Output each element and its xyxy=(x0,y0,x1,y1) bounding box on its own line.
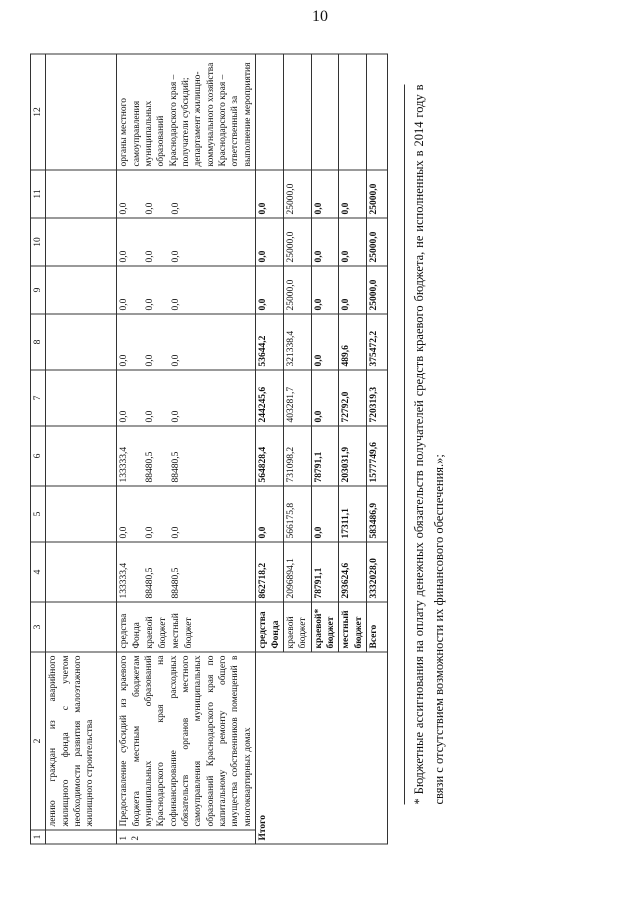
amount-value: 564828,4 xyxy=(256,426,284,486)
empty-cell xyxy=(46,218,117,266)
amount-value: 1577749,6 xyxy=(367,426,388,486)
amount-value: 566175,8 xyxy=(284,486,312,542)
amount-value: 0,0 xyxy=(145,526,156,539)
value-cell xyxy=(117,486,256,542)
amount-value: 0,0 xyxy=(339,218,367,266)
amount-value: 862718,2 xyxy=(256,542,284,602)
funding-source-label: краевой* бюджет xyxy=(311,602,339,652)
header-cell: 10 xyxy=(31,218,46,266)
amount-value: 0,0 xyxy=(119,202,130,215)
empty-cell xyxy=(311,54,339,170)
page-number: 10 xyxy=(312,8,328,25)
amount-value: 25000,0 xyxy=(367,170,388,218)
row-12 xyxy=(117,54,256,844)
amount-value: 0,0 xyxy=(311,486,339,542)
amount-value: 72792,0 xyxy=(339,370,367,426)
amount-value: 88480,5 xyxy=(145,567,156,599)
funding-source-label: местный бюджет xyxy=(339,602,367,652)
amount-value: 244245,6 xyxy=(256,370,284,426)
amount-value: 0,0 xyxy=(339,266,367,314)
header-cell: 9 xyxy=(31,266,46,314)
amount-value: 203031,9 xyxy=(339,426,367,486)
footnote: * Бюджетные ассигнования на оплату денежных обязательств получателей средств краевого бюджета, не исполненных в 2014 году в связи с отсутствием возможности их финансового обеспечения.»; xyxy=(404,85,449,805)
empty-cell xyxy=(46,54,117,170)
header-cell: 6 xyxy=(31,426,46,486)
amount-value: 25000,0 xyxy=(367,218,388,266)
empty-cell xyxy=(46,314,117,370)
amount-value: 489,6 xyxy=(339,314,367,370)
amount-value: 78791,1 xyxy=(311,426,339,486)
amount-value: 720319,3 xyxy=(367,370,388,426)
funding-source-label: краевой бюджет xyxy=(284,602,312,652)
amount-value: 0,0 xyxy=(311,170,339,218)
funding-source-label: средства Фонда xyxy=(119,613,142,649)
amount-value: 0,0 xyxy=(256,170,284,218)
amount-value: 78791,1 xyxy=(311,542,339,602)
amount-value: 0,0 xyxy=(311,218,339,266)
amount-value: 0,0 xyxy=(256,486,284,542)
empty-cell xyxy=(284,54,312,170)
header-cell: 4 xyxy=(31,542,46,602)
amount-value: 2096894,1 xyxy=(284,542,312,602)
amount-value: 0,0 xyxy=(145,298,156,311)
funding-source-label: средства Фонда xyxy=(256,602,284,652)
amount-value: 25000,0 xyxy=(284,218,312,266)
amount-value: 0,0 xyxy=(339,170,367,218)
amount-value: 0,0 xyxy=(311,314,339,370)
amount-value: 88480,5 xyxy=(171,451,182,483)
amount-value: 0,0 xyxy=(311,370,339,426)
empty-cell xyxy=(256,54,284,170)
empty-cell xyxy=(46,170,117,218)
amount-value: 0,0 xyxy=(145,250,156,263)
value-cell xyxy=(117,170,256,218)
value-cell xyxy=(117,426,256,486)
amount-value: 25000,0 xyxy=(284,266,312,314)
amount-value: 0,0 xyxy=(171,250,182,263)
empty-cell xyxy=(367,54,388,170)
continuation-description: лению граждан из аварийного жилищного фонда с учетом необходимости развития малоэтажного жилищного строительства xyxy=(46,652,117,830)
amount-value: 133333,4 xyxy=(119,446,130,483)
amount-value: 88480,5 xyxy=(145,451,156,483)
amount-value: 53644,2 xyxy=(256,314,284,370)
value-cell xyxy=(117,370,256,426)
empty-cell xyxy=(46,426,117,486)
table-body xyxy=(31,54,388,844)
amount-value: 0,0 xyxy=(171,202,182,215)
amount-value: 0,0 xyxy=(256,266,284,314)
amount-value: 17311,1 xyxy=(339,486,367,542)
header-cell: 12 xyxy=(31,54,46,170)
amount-value: 0,0 xyxy=(311,266,339,314)
header-cell: 2 xyxy=(31,652,46,830)
amount-value: 0,0 xyxy=(256,218,284,266)
program-table xyxy=(30,54,388,845)
value-cell xyxy=(117,542,256,602)
amount-value: 0,0 xyxy=(171,526,182,539)
amount-value: 375472,2 xyxy=(367,314,388,370)
amount-value: 321338,4 xyxy=(284,314,312,370)
empty-cell xyxy=(46,542,117,602)
amount-value: 0,0 xyxy=(119,526,130,539)
amount-value: 0,0 xyxy=(145,354,156,367)
amount-value: 0,0 xyxy=(145,202,156,215)
empty-cell xyxy=(46,486,117,542)
header-cell: 1 xyxy=(31,830,46,844)
amount-value: 88480,5 xyxy=(171,567,182,599)
amount-value: 0,0 xyxy=(119,354,130,367)
funding-source-label: краевой бюджет xyxy=(145,616,168,649)
value-cell xyxy=(117,314,256,370)
empty-cell xyxy=(339,54,367,170)
empty-cell xyxy=(46,370,117,426)
value-cell xyxy=(117,218,256,266)
amount-value: 731098,2 xyxy=(284,426,312,486)
funding-source-label: местный бюджет xyxy=(171,613,194,649)
amount-value: 0,0 xyxy=(119,250,130,263)
amount-value: 0,0 xyxy=(171,410,182,423)
amount-value: 0,0 xyxy=(171,298,182,311)
empty-cell xyxy=(46,602,117,652)
amount-value: 0,0 xyxy=(171,354,182,367)
total-label: Итого xyxy=(256,652,388,844)
responsible-cell: органы местного самоуправления муниципальных образований Краснодарского края – получатели субсидий; департамент жилищно-коммунального хозяйства Краснодарского края – ответственный за выполнение мероприятия xyxy=(117,54,256,170)
funding-source-label: Всего xyxy=(367,602,388,652)
amount-value: 293624,6 xyxy=(339,542,367,602)
header-cell: 11 xyxy=(31,170,46,218)
source-cell xyxy=(117,602,256,652)
amount-value: 133333,4 xyxy=(119,562,130,599)
header-row xyxy=(31,54,46,844)
header-cell: 8 xyxy=(31,314,46,370)
header-cell: 3 xyxy=(31,602,46,652)
amount-value: 0,0 xyxy=(119,410,130,423)
total-row xyxy=(256,54,284,844)
amount-value: 403281,7 xyxy=(284,370,312,426)
row-number: 12 xyxy=(117,830,256,844)
continuation-row xyxy=(46,54,117,844)
amount-value: 0,0 xyxy=(119,298,130,311)
rotated-content xyxy=(30,40,610,865)
row-12-description: Предоставление субсидий из краевого бюджета местным бюджетам муниципальных образований Краснодарского края на софинансирование расходных обязательств органов местного самоуправления муниципальных образований Краснодарского края по капитальному ремонту общего имущества собственников помещений в многоквартирных домах xyxy=(117,652,256,830)
empty-cell xyxy=(46,266,117,314)
value-cell xyxy=(117,266,256,314)
amount-value: 25000,0 xyxy=(284,170,312,218)
amount-value: 583486,9 xyxy=(367,486,388,542)
num-cell xyxy=(46,830,117,844)
header-cell: 5 xyxy=(31,486,46,542)
amount-value: 0,0 xyxy=(145,410,156,423)
amount-value: 25000,0 xyxy=(367,266,388,314)
amount-value: 3332028,0 xyxy=(367,542,388,602)
header-cell: 7 xyxy=(31,370,46,426)
